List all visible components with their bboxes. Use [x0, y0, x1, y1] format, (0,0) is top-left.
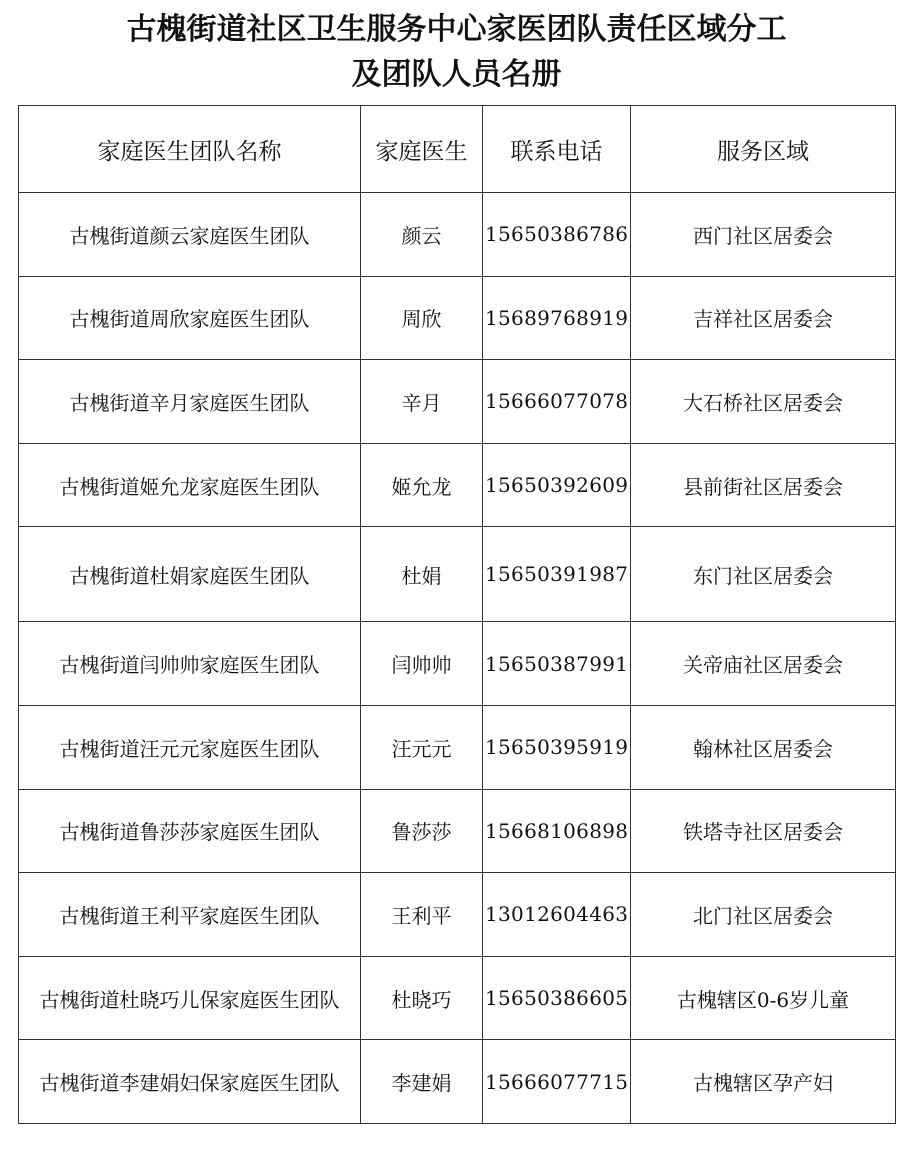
team-name-cell: 古槐街道颜云家庭医生团队 [19, 193, 361, 277]
doctor-cell: 颜云 [361, 193, 483, 277]
doctor-cell: 姬允龙 [361, 443, 483, 527]
service-area-cell: 东门社区居委会 [631, 527, 896, 622]
service-area-cell: 铁塔寺社区居委会 [631, 789, 896, 873]
service-area-cell: 关帝庙社区居委会 [631, 622, 896, 706]
document-title-line-1: 古槐街道社区卫生服务中心家医团队责任区域分工 [126, 12, 787, 47]
phone-cell: 15650391987 [483, 527, 631, 622]
team-name-cell: 古槐街道鲁莎莎家庭医生团队 [19, 789, 361, 873]
service-area-cell: 大石桥社区居委会 [631, 360, 896, 444]
doctor-cell: 汪元元 [361, 705, 483, 789]
team-name-cell: 古槐街道汪元元家庭医生团队 [19, 705, 361, 789]
table-row [19, 1040, 896, 1124]
table-row [19, 527, 896, 622]
phone-cell: 15650395919 [483, 705, 631, 789]
service-area-cell: 北门社区居委会 [631, 873, 896, 957]
phone-cell: 15650392609 [483, 443, 631, 527]
header-doctor: 家庭医生 [361, 106, 483, 193]
header-service-area: 服务区域 [631, 106, 896, 193]
team-name-cell: 古槐街道李建娟妇保家庭医生团队 [19, 1040, 361, 1124]
table-row [19, 443, 896, 527]
service-area-cell: 吉祥社区居委会 [631, 276, 896, 360]
doctor-cell: 周欣 [361, 276, 483, 360]
header-team-name: 家庭医生团队名称 [19, 106, 361, 193]
service-area-cell: 古槐辖区0-6岁儿童 [631, 956, 896, 1040]
doctor-cell: 辛月 [361, 360, 483, 444]
phone-cell: 15666077078 [483, 360, 631, 444]
table-row [19, 956, 896, 1040]
phone-cell: 15650386786 [483, 193, 631, 277]
table-row [19, 360, 896, 444]
team-name-cell: 古槐街道闫帅帅家庭医生团队 [19, 622, 361, 706]
table-row [19, 276, 896, 360]
service-area-cell: 古槐辖区孕产妇 [631, 1040, 896, 1124]
team-name-cell: 古槐街道杜晓巧儿保家庭医生团队 [19, 956, 361, 1040]
team-name-cell: 古槐街道周欣家庭医生团队 [19, 276, 361, 360]
service-area-cell: 县前街社区居委会 [631, 443, 896, 527]
phone-cell: 15666077715 [483, 1040, 631, 1124]
team-name-cell: 古槐街道辛月家庭医生团队 [19, 360, 361, 444]
phone-cell: 15650387991 [483, 622, 631, 706]
service-area-cell: 西门社区居委会 [631, 193, 896, 277]
table-row [19, 789, 896, 873]
table-header-row [19, 106, 896, 193]
header-phone: 联系电话 [483, 106, 631, 193]
document-title [0, 8, 913, 98]
doctor-cell: 闫帅帅 [361, 622, 483, 706]
table-row [19, 193, 896, 277]
doctor-cell: 杜娟 [361, 527, 483, 622]
doctor-cell: 王利平 [361, 873, 483, 957]
table-row [19, 622, 896, 706]
doctor-cell: 李建娟 [361, 1040, 483, 1124]
table-row [19, 705, 896, 789]
phone-cell: 15689768919 [483, 276, 631, 360]
team-name-cell: 古槐街道姬允龙家庭医生团队 [19, 443, 361, 527]
phone-cell: 15668106898 [483, 789, 631, 873]
service-area-cell: 翰林社区居委会 [631, 705, 896, 789]
phone-cell: 15650386605 [483, 956, 631, 1040]
table-row [19, 873, 896, 957]
team-name-cell: 古槐街道杜娟家庭医生团队 [19, 527, 361, 622]
phone-cell: 13012604463 [483, 873, 631, 957]
team-name-cell: 古槐街道王利平家庭医生团队 [19, 873, 361, 957]
team-roster-table [18, 105, 896, 1124]
doctor-cell: 鲁莎莎 [361, 789, 483, 873]
doctor-cell: 杜晓巧 [361, 956, 483, 1040]
document-title-line-2: 及团队人员名册 [351, 57, 562, 92]
